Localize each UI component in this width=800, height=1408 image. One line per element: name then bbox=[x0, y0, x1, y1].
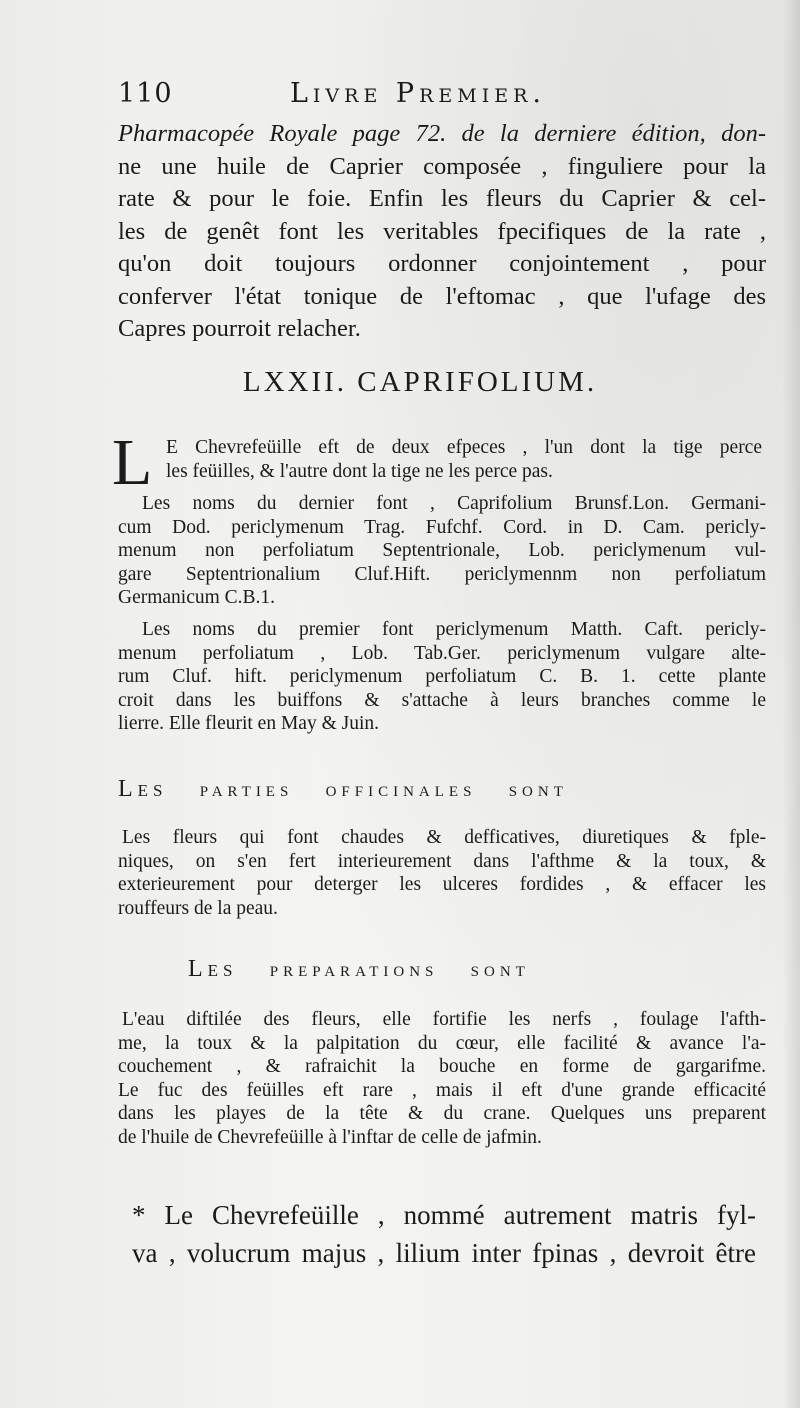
text-line: L'eau diftilée des fleurs, elle fortifie les nerfs , foulage l'afth- bbox=[122, 1009, 766, 1030]
drop-capital: L bbox=[112, 426, 153, 499]
text-line: lierre. Elle fleurit en May & Juin. bbox=[118, 713, 380, 734]
page-edge-shadow bbox=[782, 0, 800, 1408]
text-line: menum non perfoliatum Septentrionale, Lob. periclymenum vul- bbox=[118, 540, 766, 561]
text-line: E Chevrefeüille eft de deux efpeces , l'un dont la tige perce bbox=[166, 437, 762, 458]
page-header bbox=[118, 78, 758, 114]
page-number: 110 bbox=[118, 78, 173, 109]
text-line: Le fuc des feüilles eft rare , mais il eft d'une grande efficacité bbox=[118, 1079, 766, 1101]
officinal-parts-paragraph bbox=[118, 826, 766, 920]
text-line: conferver l'état tonique de l'eftomac , que l'ufage des bbox=[118, 282, 766, 310]
names-first-species bbox=[118, 618, 766, 736]
text-line: Les noms du dernier font , Caprifolium Brunsf.Lon. Germani- bbox=[142, 493, 766, 514]
subheading-word: sont bbox=[470, 957, 530, 981]
text-line: Capres pourroit relacher. bbox=[118, 315, 361, 342]
text-line: croit dans les buiffons & s'attache à leurs branches comme le bbox=[118, 689, 766, 711]
subheading-word: parties bbox=[199, 777, 294, 801]
subheading-word: preparations bbox=[269, 957, 439, 981]
subheading-officinal-parts bbox=[118, 776, 718, 803]
text-line: ne une huile de Caprier composée , finguliere pour la bbox=[118, 152, 766, 180]
running-head: Livre Premier. bbox=[290, 78, 546, 109]
preparations-paragraph bbox=[118, 1008, 766, 1149]
text-line: cum Dod. periclymenum Trag. Fufchf. Cord. in D. Cam. pericly- bbox=[118, 516, 766, 538]
intro-paragraph bbox=[166, 436, 762, 483]
subheading-preparations bbox=[188, 956, 788, 983]
text-line: couchement , & rafraichit la bouche en forme de gargarifme. bbox=[118, 1056, 766, 1077]
text-line: va , volucrum majus , lilium inter fpinas , devroit être bbox=[132, 1238, 756, 1268]
footnote-honeysuckle bbox=[132, 1196, 756, 1272]
text-line: les feüilles, & l'autre dont la tige ne les perce pas. bbox=[166, 460, 553, 482]
text-line: Pharmacopée Royale page 72. de la derniere édition, don- bbox=[118, 120, 766, 147]
text-line: Les fleurs qui font chaudes & defficatives, diuretiques & fple- bbox=[122, 827, 766, 848]
text-line: dans les playes de la tête & du crane. Quelques uns preparent bbox=[118, 1103, 766, 1124]
text-line: rate & pour le foie. Enfin les fleurs du Caprier & cel- bbox=[118, 185, 766, 212]
text-line: rum Cluf. hift. periclymenum perfoliatum C. B. 1. cette plante bbox=[118, 666, 766, 687]
subheading-word: officinales bbox=[325, 777, 477, 801]
subheading-word: sont bbox=[508, 777, 568, 801]
subheading-word: Les bbox=[188, 956, 238, 982]
text-line: gare Septentrionalium Cluf.Hift. periclymennm non perfoliatum bbox=[118, 563, 766, 585]
text-line: niques, on s'en fert interieurement dans l'afthme & la toux, & bbox=[118, 850, 766, 872]
text-line: * Le Chevrefeüille , nommé autrement matris fyl- bbox=[132, 1200, 756, 1230]
text-line: les de genêt font les veritables fpecifiques de la rate , bbox=[118, 217, 766, 245]
text-line: rouffeurs de la peau. bbox=[118, 897, 278, 919]
paragraph-capers bbox=[118, 118, 766, 346]
subheading-word: Les bbox=[118, 776, 168, 802]
section-title: LXXII. CAPRIFOLIUM. bbox=[242, 366, 598, 398]
text-line: de l'huile de Chevrefeüille à l'inftar de celle de jafmin. bbox=[118, 1126, 542, 1148]
names-last-species bbox=[118, 492, 766, 610]
text-line: qu'on doit toujours ordonner conjointement , pour bbox=[118, 250, 766, 277]
text-line: Germanicum C.B.1. bbox=[118, 587, 276, 608]
text-line: me, la toux & la palpitation du cœur, elle facilité & avance l'a- bbox=[118, 1032, 766, 1054]
text-line: exterieurement pour deterger les ulceres fordides , & effacer les bbox=[118, 874, 766, 895]
text-line: menum perfoliatum , Lob. Tab.Ger. periclymenum vulgare alte- bbox=[118, 642, 766, 664]
text-line: Les noms du premier font periclymenum Matth. Caft. pericly- bbox=[142, 619, 766, 640]
